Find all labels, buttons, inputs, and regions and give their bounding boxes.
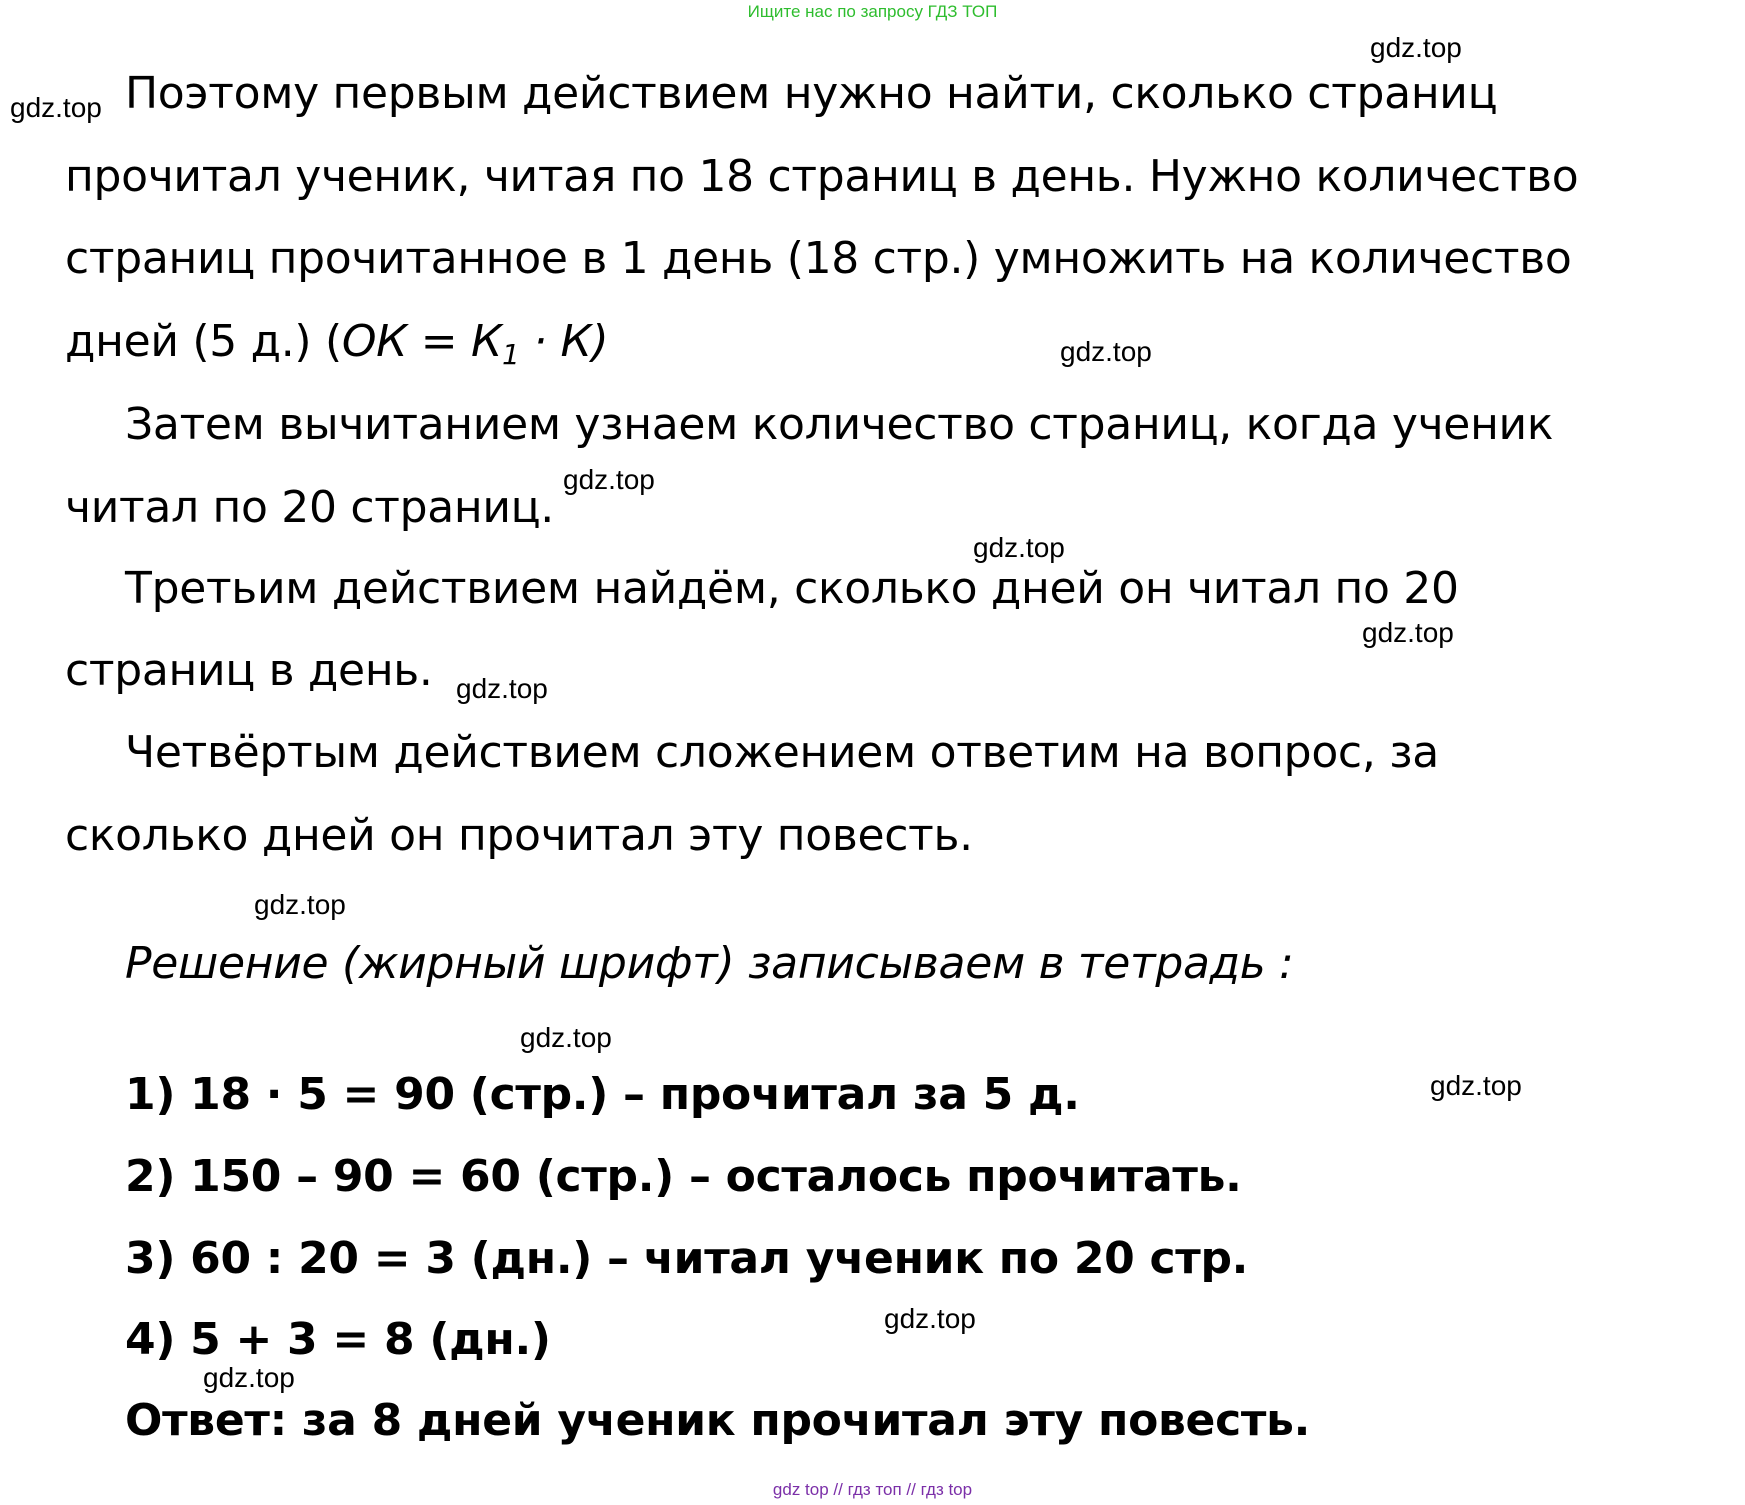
watermark: gdz.top <box>1362 617 1454 648</box>
text-line: страниц прочитанное в 1 день (18 стр.) умножить на количество <box>65 233 1572 284</box>
answer-line: Ответ: за 8 дней ученик прочитал эту повесть. <box>125 1395 1311 1446</box>
watermark: gdz.top <box>254 889 346 920</box>
formula-subscript: 1 <box>501 338 520 371</box>
watermark: gdz.top <box>1370 32 1462 63</box>
watermark: gdz.top <box>1060 336 1152 367</box>
watermark: gdz.top <box>563 464 655 495</box>
text-line: Затем вычитанием узнаем количество страниц, когда ученик <box>125 399 1554 450</box>
solution-step: 2) 150 – 90 = 60 (стр.) – осталось прочитать. <box>125 1151 1242 1202</box>
watermark: gdz.top <box>1430 1070 1522 1101</box>
watermark: gdz.top <box>203 1362 295 1393</box>
formula <box>341 316 609 371</box>
bottom-banner: gdz top // гдз топ // гдз top <box>772 1480 973 1499</box>
text-line: Третьим действием найдём, сколько дней он читал по 20 <box>125 563 1459 614</box>
text-line: Поэтому первым действием нужно найти, сколько страниц <box>125 68 1498 119</box>
formula-lhs: ОК = К <box>341 316 502 367</box>
text-line: Четвёртым действием сложением ответим на вопрос, за <box>125 727 1439 778</box>
solution-heading: Решение (жирный шрифт) записываем в тетрадь : <box>125 938 1294 989</box>
solution-step: 3) 60 : 20 = 3 (дн.) – читал ученик по 20 стр. <box>125 1233 1249 1284</box>
formula-rhs: · К) <box>519 316 609 367</box>
top-banner: Ищите нас по запросу ГДЗ ТОП <box>747 2 998 21</box>
watermark: gdz.top <box>884 1303 976 1334</box>
text-line: страниц в день. <box>65 645 433 696</box>
text-line: прочитал ученик, читая по 18 страниц в день. Нужно количество <box>65 151 1579 202</box>
solution-step: 4) 5 + 3 = 8 (дн.) <box>125 1314 551 1365</box>
watermark: gdz.top <box>10 92 102 123</box>
watermark: gdz.top <box>456 673 548 704</box>
text-line: читал по 20 страниц. <box>65 482 554 533</box>
text-line-formula <box>65 316 609 371</box>
watermark: gdz.top <box>973 532 1065 563</box>
text-segment: дней (5 д.) ( <box>65 316 342 367</box>
text-line: сколько дней он прочитал эту повесть. <box>65 810 973 861</box>
watermark: gdz.top <box>520 1022 612 1053</box>
solution-step: 1) 18 · 5 = 90 (стр.) – прочитал за 5 д. <box>125 1069 1080 1120</box>
